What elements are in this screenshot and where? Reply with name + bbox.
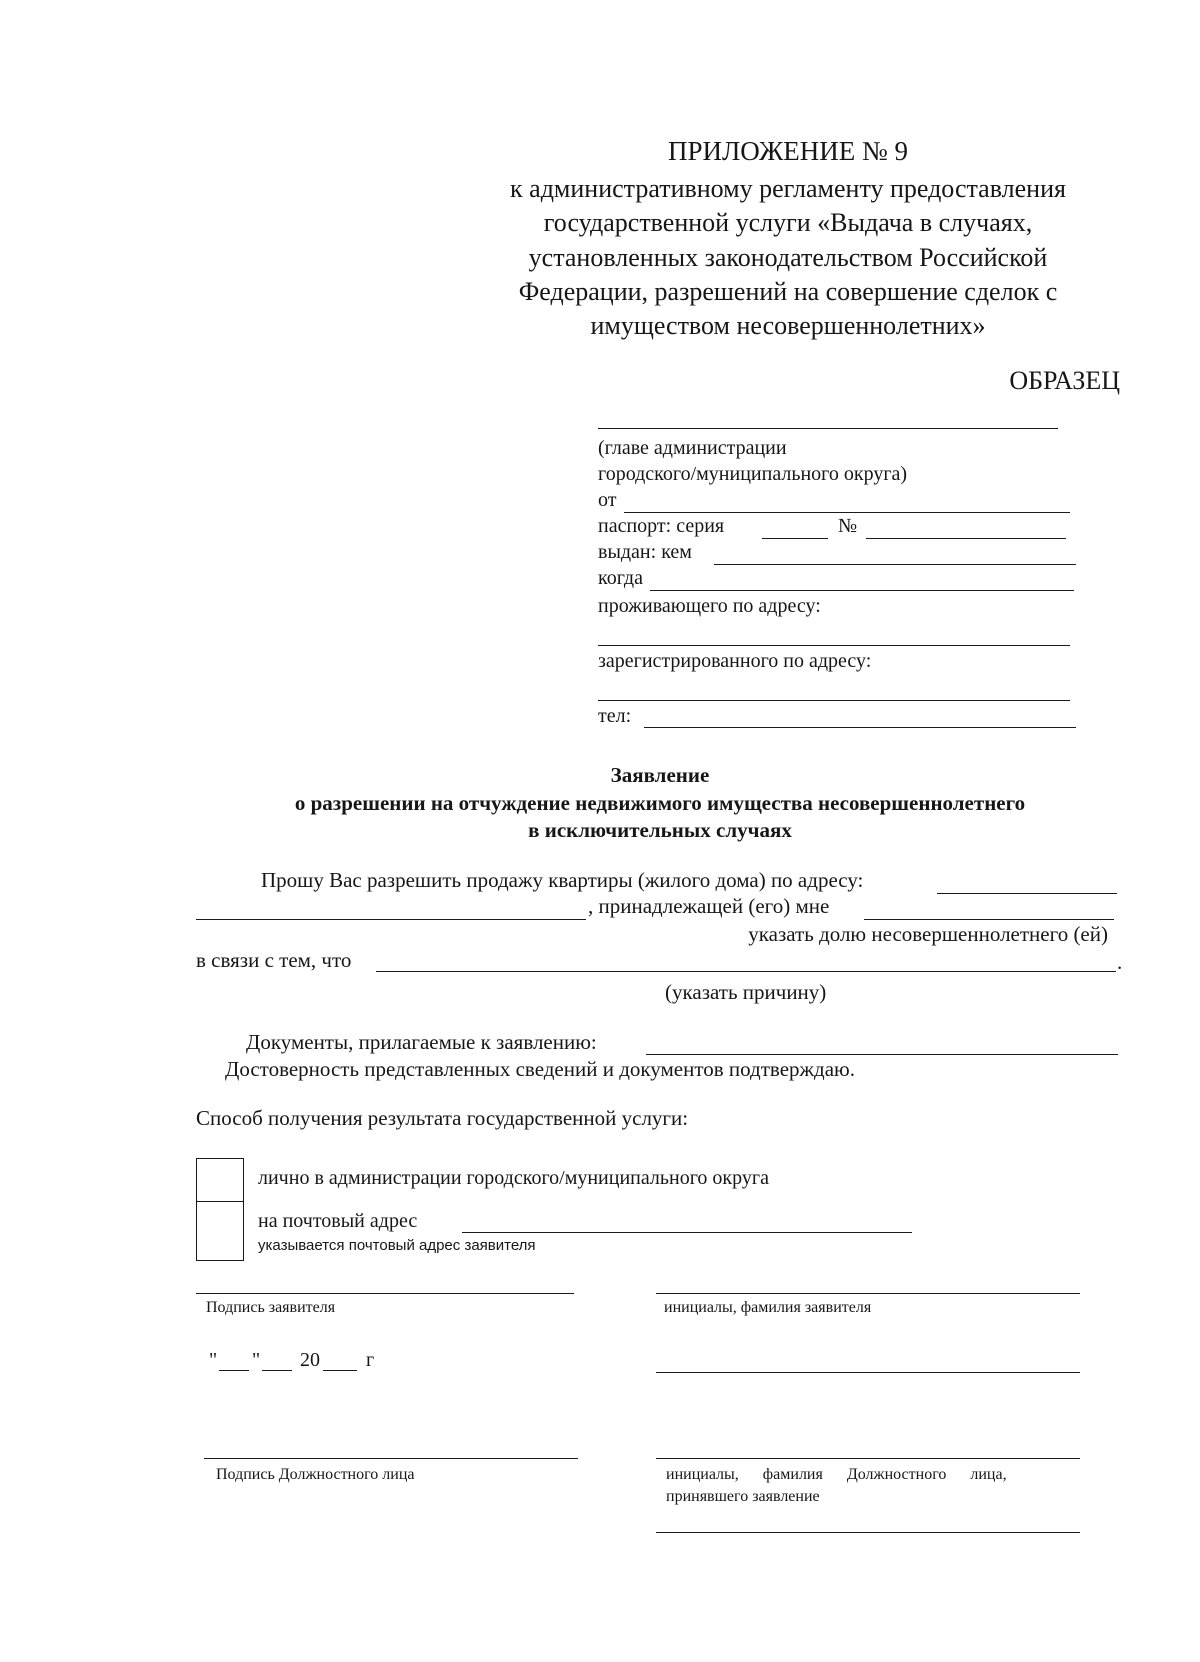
request-text-1: Прошу Вас разрешить продажу квартиры (жилого дома) по адресу: <box>261 868 864 892</box>
header-line-4: Федерации, разрешений на совершение сделок с <box>518 277 1058 306</box>
statement-title: Заявление <box>610 763 710 787</box>
statement-subtitle-1: о разрешении на отчуждение недвижимого имущества несовершеннолетнего <box>294 791 1026 815</box>
attached-docs-line[interactable] <box>646 1054 1118 1055</box>
applicant-signature-caption: Подпись заявителя <box>206 1299 336 1316</box>
recipient-label-1: (главе администрации <box>598 437 787 459</box>
date-year-line[interactable] <box>323 1370 357 1371</box>
passport-series-line[interactable] <box>762 538 828 539</box>
mail-checkbox[interactable] <box>196 1201 244 1261</box>
reason-end-dot: . <box>1117 950 1123 974</box>
ownership-share-line[interactable] <box>864 919 1114 920</box>
recipient-label-2: городского/муниципального округа) <box>598 463 908 485</box>
attached-docs-label: Документы, прилагаемые к заявлению: <box>246 1030 597 1054</box>
issue-date-line[interactable] <box>650 590 1074 591</box>
official-initials-caption-2: принявшего заявление <box>666 1488 820 1505</box>
issue-date-label: когда <box>598 567 643 589</box>
share-hint: указать долю несовершеннолетнего (ей) <box>748 922 1108 946</box>
passport-number-label: № <box>838 515 858 537</box>
residence-label: проживающего по адресу: <box>598 595 821 617</box>
reason-line[interactable] <box>376 971 1116 972</box>
applicant-initials-line[interactable] <box>656 1293 1080 1294</box>
confirmation-text: Достоверность представленных сведений и документов подтверждаю. <box>225 1057 855 1081</box>
official-initials-caption-1: инициалы, фамилия Должностного лица, <box>666 1466 1007 1483</box>
issued-by-label: выдан: кем <box>598 541 692 563</box>
header-line-1: к административному регламенту предоставления <box>510 174 1066 203</box>
reason-label: в связи с тем, что <box>196 948 352 972</box>
official-signature-line[interactable] <box>204 1458 578 1459</box>
date-quote-open: " <box>209 1349 218 1371</box>
applicant-extra-line[interactable] <box>656 1372 1080 1373</box>
in-person-option-label: лично в администрации городского/муниципального округа <box>258 1167 769 1189</box>
from-field-line[interactable] <box>624 512 1070 513</box>
date-quote-close: " <box>252 1349 261 1371</box>
sample-label: ОБРАЗЕЦ <box>1009 366 1120 395</box>
delivery-method-label: Способ получения результата государственной услуги: <box>196 1106 689 1130</box>
property-address-line-2[interactable] <box>196 919 586 920</box>
official-extra-line[interactable] <box>656 1532 1080 1533</box>
registration-line[interactable] <box>598 700 1070 701</box>
header-line-2: государственной услуги «Выдача в случаях, <box>543 208 1033 237</box>
mail-address-hint: указывается почтовый адрес заявителя <box>258 1237 536 1254</box>
mail-address-line[interactable] <box>462 1232 912 1233</box>
recipient-name-line[interactable] <box>598 428 1058 429</box>
reason-hint: (указать причину) <box>665 980 827 1004</box>
statement-subtitle-2: в исключительных случаях <box>528 818 792 842</box>
date-month-line[interactable] <box>262 1370 292 1371</box>
header-line-3: установленных законодательством Российской <box>528 243 1048 272</box>
from-label: от <box>598 489 617 511</box>
official-initials-line[interactable] <box>656 1458 1080 1459</box>
residence-line[interactable] <box>598 645 1070 646</box>
phone-line[interactable] <box>644 727 1076 728</box>
header-line-5: имуществом несовершеннолетних» <box>590 311 986 340</box>
official-signature-caption: Подпись Должностного лица <box>216 1466 415 1483</box>
appendix-title: ПРИЛОЖЕНИЕ № 9 <box>667 136 909 166</box>
in-person-checkbox[interactable] <box>196 1158 244 1202</box>
issued-by-line[interactable] <box>714 564 1076 565</box>
date-year-suffix: г <box>366 1349 375 1371</box>
property-address-line-1[interactable] <box>937 893 1117 894</box>
passport-series-label: паспорт: серия <box>598 515 725 537</box>
passport-number-line[interactable] <box>866 538 1066 539</box>
mail-option-label: на почтовый адрес <box>258 1210 418 1232</box>
applicant-initials-caption: инициалы, фамилия заявителя <box>664 1299 872 1316</box>
date-day-line[interactable] <box>219 1370 249 1371</box>
applicant-signature-line[interactable] <box>196 1293 574 1294</box>
ownership-text: , принадлежащей (его) мне <box>588 894 830 918</box>
date-year-prefix: 20 <box>300 1349 320 1371</box>
registration-label: зарегистрированного по адресу: <box>598 650 872 672</box>
phone-label: тел: <box>598 705 632 727</box>
